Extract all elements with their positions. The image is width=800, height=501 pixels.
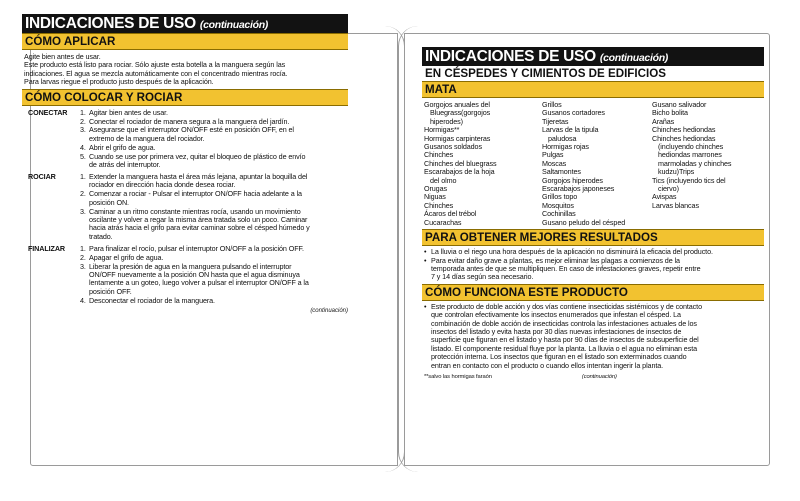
- pest-item: Grillos topo: [542, 192, 578, 202]
- pest-list: [422, 98, 764, 229]
- pest-item: Moscas: [542, 158, 567, 168]
- como-aplicar-line: Para larvas riegue el producto justo después de la aplicación.: [24, 77, 214, 87]
- right-title-bar: [422, 47, 764, 66]
- step-label: CONECTAR: [28, 107, 68, 117]
- cespedes-subtitle: EN CÉSPEDES Y CIMIENTOS DE EDIFICIOS: [422, 66, 764, 81]
- footer-row: [422, 373, 764, 381]
- step-block-conectar: [22, 109, 348, 170]
- pest-item: (incluyendo chinches: [658, 142, 724, 152]
- funciona-line: combinación de doble acción de insecticidas controla las infestaciones actuales de los: [431, 318, 697, 328]
- mejores-resultados-heading: PARA OBTENER MEJORES RESULTADOS: [422, 229, 764, 246]
- pest-item: Gusanos soldados: [424, 142, 482, 152]
- como-funciona-heading: CÓMO FUNCIONA ESTE PRODUCTO: [422, 284, 764, 301]
- funciona-line: listado. El componente residual fluye por la planta. La lluvia o el agua no eliminan esta: [431, 343, 697, 353]
- step-text: [89, 263, 309, 297]
- right-title-continuation: (continuación): [599, 52, 669, 64]
- step-block-finalizar: [22, 245, 348, 306]
- step-item: [80, 245, 348, 253]
- footnote: **salvo las hormigas faraón: [424, 373, 492, 380]
- pest-item: ciervo): [658, 184, 679, 194]
- pest-item: Tics (incluyendo tics del: [652, 175, 726, 185]
- step-line: Comenzar a rociar - Pulsar el interruptor ON/OFF hacia adelante a la: [89, 189, 302, 199]
- mata-heading: MATA: [422, 81, 764, 98]
- bullet-text: [431, 257, 701, 282]
- step-line: hacia atrás hacia el grifo para evitar caminar sobre el césped húmedo y: [89, 223, 310, 233]
- pest-column-2: [542, 101, 652, 227]
- como-funciona-lines: [431, 303, 702, 370]
- funciona-line: que controlan efectivamente los insectos enumerados que infestan el césped. La: [431, 310, 681, 320]
- step-line: Caminar a un ritmo constante mientras rocía, usando un movimiento: [89, 206, 301, 216]
- step-number: 3.: [80, 261, 86, 271]
- step-line: oscilante y volver a regar la misma área tratada solo un poco. Caminar: [89, 215, 308, 224]
- funciona-line: superficie que figuran en el listado y hasta por 90 días de insectos de subsuperficie del: [431, 335, 699, 345]
- left-page-content: [22, 14, 348, 314]
- bullet-line: Para evitar daño grave a plantas, es mejor eliminar las plagas a comienzos de la: [431, 255, 680, 265]
- pest-item: Cucarachas: [424, 217, 462, 227]
- step-item: [80, 144, 348, 152]
- pest-item: Gorgojos anuales del: [424, 100, 490, 109]
- step-line: Extender la manguera hasta el área más lejana, apuntar la boquilla del: [89, 171, 308, 181]
- pest-item: Chinches del bluegrass: [424, 158, 497, 168]
- step-text: [89, 297, 215, 305]
- pest-item: Arañas: [652, 116, 675, 126]
- step-number: 1.: [80, 107, 86, 117]
- como-aplicar-text: [22, 50, 348, 89]
- bullet-line: La lluvia o el riego una hora después de la aplicación no disminuirá la eficacia del producto.: [431, 247, 713, 257]
- step-line: tratado.: [89, 231, 113, 241]
- pest-item: Ácaros del trébol: [424, 209, 477, 219]
- pest-item: Larvas blancas: [652, 200, 699, 210]
- step-item: [80, 254, 348, 262]
- result-bullet: [424, 257, 762, 282]
- funciona-line: Este producto de doble acción y dos vías contiene insecticidas sistémicos y de contacto: [431, 301, 702, 311]
- step-number: 2.: [80, 116, 86, 126]
- step-line: Para finalizar el rocío, pulsar el interruptor ON/OFF a la posición OFF.: [89, 243, 304, 253]
- bullet-line: 7 y 14 días según sea necesario.: [431, 272, 534, 282]
- step-line: Desconectar el rociador de la manguera.: [89, 295, 215, 305]
- pest-item: Bicho bolita: [652, 108, 688, 118]
- step-number: 1.: [80, 243, 86, 253]
- pest-item: Grillos: [542, 100, 562, 109]
- right-page-content: [422, 47, 764, 381]
- pest-item: Cochinillas: [542, 209, 576, 219]
- right-title: INDICACIONES DE USO: [425, 48, 596, 65]
- step-number: 4.: [80, 142, 86, 152]
- step-list: [80, 109, 348, 170]
- pest-item: hiperodes): [430, 116, 463, 126]
- step-item: [80, 297, 348, 305]
- step-text: [89, 173, 307, 190]
- step-label: ROCIAR: [28, 171, 56, 181]
- step-text: [89, 190, 302, 207]
- left-title-bar: [22, 14, 348, 33]
- step-text: [89, 208, 310, 242]
- step-number: 3.: [80, 206, 86, 216]
- step-list: [80, 173, 348, 242]
- step-item: [80, 190, 348, 207]
- como-aplicar-line: indicaciones. El agua se mezcla automáticamente con el concentrado mientras rocía.: [24, 68, 288, 78]
- left-continuation-note: (continuación): [310, 307, 348, 314]
- pest-item: del olmo: [430, 175, 457, 185]
- step-line: Conectar el rociador de manera segura a la manguera del jardín.: [89, 116, 290, 126]
- funciona-line: insectos del listado y evita hasta por 30 días nuevas infestaciones de insectos de: [431, 326, 682, 336]
- step-line: ON/OFF nuevamente a la posición ON hasta que el agua disminuya: [89, 269, 300, 279]
- step-line: Abrir el grifo de agua.: [89, 142, 156, 152]
- step-line: Asegurarse que el interruptor ON/OFF esté en posición OFF, en el: [89, 125, 294, 135]
- pest-item: Niguas: [424, 192, 446, 202]
- pest-item: Mosquitos: [542, 200, 574, 210]
- step-line: Liberar la presión de agua en la manguera pulsando el interruptor: [89, 261, 292, 271]
- pest-item: paludosa: [548, 133, 577, 143]
- pest-item: Gusano salivador: [652, 100, 707, 109]
- step-line: Cuando se use por primera vez, quitar el bloqueo de plástico de envío: [89, 151, 306, 161]
- pest-item: Orugas: [424, 184, 447, 194]
- step-item: [80, 126, 348, 143]
- step-number: 4.: [80, 295, 86, 305]
- step-label: FINALIZAR: [28, 243, 66, 253]
- pest-item: Larvas de la tipula: [542, 125, 599, 135]
- left-title: INDICACIONES DE USO: [25, 15, 196, 32]
- step-item: [80, 208, 348, 242]
- pest-item: Chinches: [424, 200, 454, 210]
- step-line: de atrás del interruptor.: [89, 160, 161, 170]
- pest-item: Chinches hediondas: [652, 125, 716, 135]
- pest-item: Pulgas: [542, 150, 564, 160]
- pest-item: Chinches: [424, 150, 454, 160]
- pest-item: marmoladas y chinches: [658, 158, 732, 168]
- pest-item: hediondas marrones: [658, 150, 722, 160]
- step-item: [80, 109, 348, 117]
- pest-item: Avispas: [652, 192, 677, 202]
- pest-item: Saltamontes: [542, 167, 581, 177]
- pest-item: Gusano peludo del césped: [542, 217, 626, 227]
- step-item: [80, 173, 348, 190]
- step-number: 5.: [80, 151, 86, 161]
- step-line: extremo de la manguera del rociador.: [89, 133, 205, 143]
- step-block-rociar: [22, 173, 348, 242]
- pest-item: kudzu)Trips: [658, 167, 695, 177]
- step-text: [89, 126, 294, 143]
- como-funciona-text: [422, 301, 764, 372]
- pest-column-3: [652, 101, 764, 227]
- step-number: 2.: [80, 189, 86, 199]
- mejores-resultados-bullets: [422, 246, 764, 284]
- pest-item: Gusanos cortadores: [542, 108, 605, 118]
- como-aplicar-heading: CÓMO APLICAR: [22, 33, 348, 50]
- pest-item: Bluegrass(gorgojos: [430, 108, 491, 118]
- pest-item: Hormigas carpinteras: [424, 133, 491, 143]
- instruction-steps: [22, 109, 348, 306]
- left-title-continuation: (continuación): [199, 19, 269, 31]
- step-text: [89, 144, 155, 152]
- como-funciona-paragraph: [424, 303, 762, 370]
- step-text: [89, 254, 163, 262]
- como-aplicar-line: Este producto está listo para rociar. Sólo ajuste esta botella a la manguera según las: [24, 60, 286, 70]
- step-number: 2.: [80, 252, 86, 262]
- step-item: [80, 153, 348, 170]
- step-text: [89, 153, 305, 170]
- step-line: Apagar el grifo de agua.: [89, 252, 164, 262]
- step-number: 3.: [80, 125, 86, 135]
- step-line: posición OFF.: [89, 286, 132, 296]
- pest-item: Chinches hediondas: [652, 133, 716, 143]
- step-text: [89, 109, 168, 117]
- como-aplicar-line: Agite bien antes de usar.: [24, 52, 101, 61]
- bullet-dot: •: [424, 301, 427, 311]
- bullet-dot: •: [424, 247, 427, 257]
- bullet-line: temporada antes de que se multipliquen. En caso de infestaciones graves, repetir entre: [431, 263, 701, 273]
- step-number: 1.: [80, 171, 86, 181]
- pest-item: Hormigas rojas: [542, 142, 589, 152]
- pest-item: Hormigas**: [424, 125, 460, 135]
- step-line: rociador en dirección hacia donde desea rociar.: [89, 180, 236, 190]
- pest-item: Escarabajos de la hoja: [424, 167, 495, 177]
- spine-right-curve: [398, 26, 421, 472]
- pest-item: Tijeretas: [542, 116, 569, 126]
- right-continuation-note: (continuación): [581, 373, 617, 380]
- bullet-dot: •: [424, 255, 427, 265]
- step-line: Agitar bien antes de usar.: [89, 107, 168, 117]
- pest-item: Gorgojos hiperodes: [542, 175, 603, 185]
- step-text: [89, 245, 304, 253]
- step-item: [80, 263, 348, 297]
- pest-column-1: [424, 101, 542, 227]
- step-line: lentamente a un goteo, luego volver a pulsar el interruptor ON/OFF a la: [89, 278, 309, 288]
- funciona-line: protección interna. Los insectos que figuran en el listado son exterminados cuando: [431, 352, 687, 362]
- step-line: posición ON.: [89, 197, 129, 207]
- step-list: [80, 245, 348, 306]
- funciona-line: entran en contacto con el producto o cuando ellos intentan ingerir la planta.: [431, 360, 664, 370]
- colocar-rociar-heading: CÓMO COLOCAR Y ROCIAR: [22, 89, 348, 106]
- pest-item: Escarabajos japoneses: [542, 184, 615, 194]
